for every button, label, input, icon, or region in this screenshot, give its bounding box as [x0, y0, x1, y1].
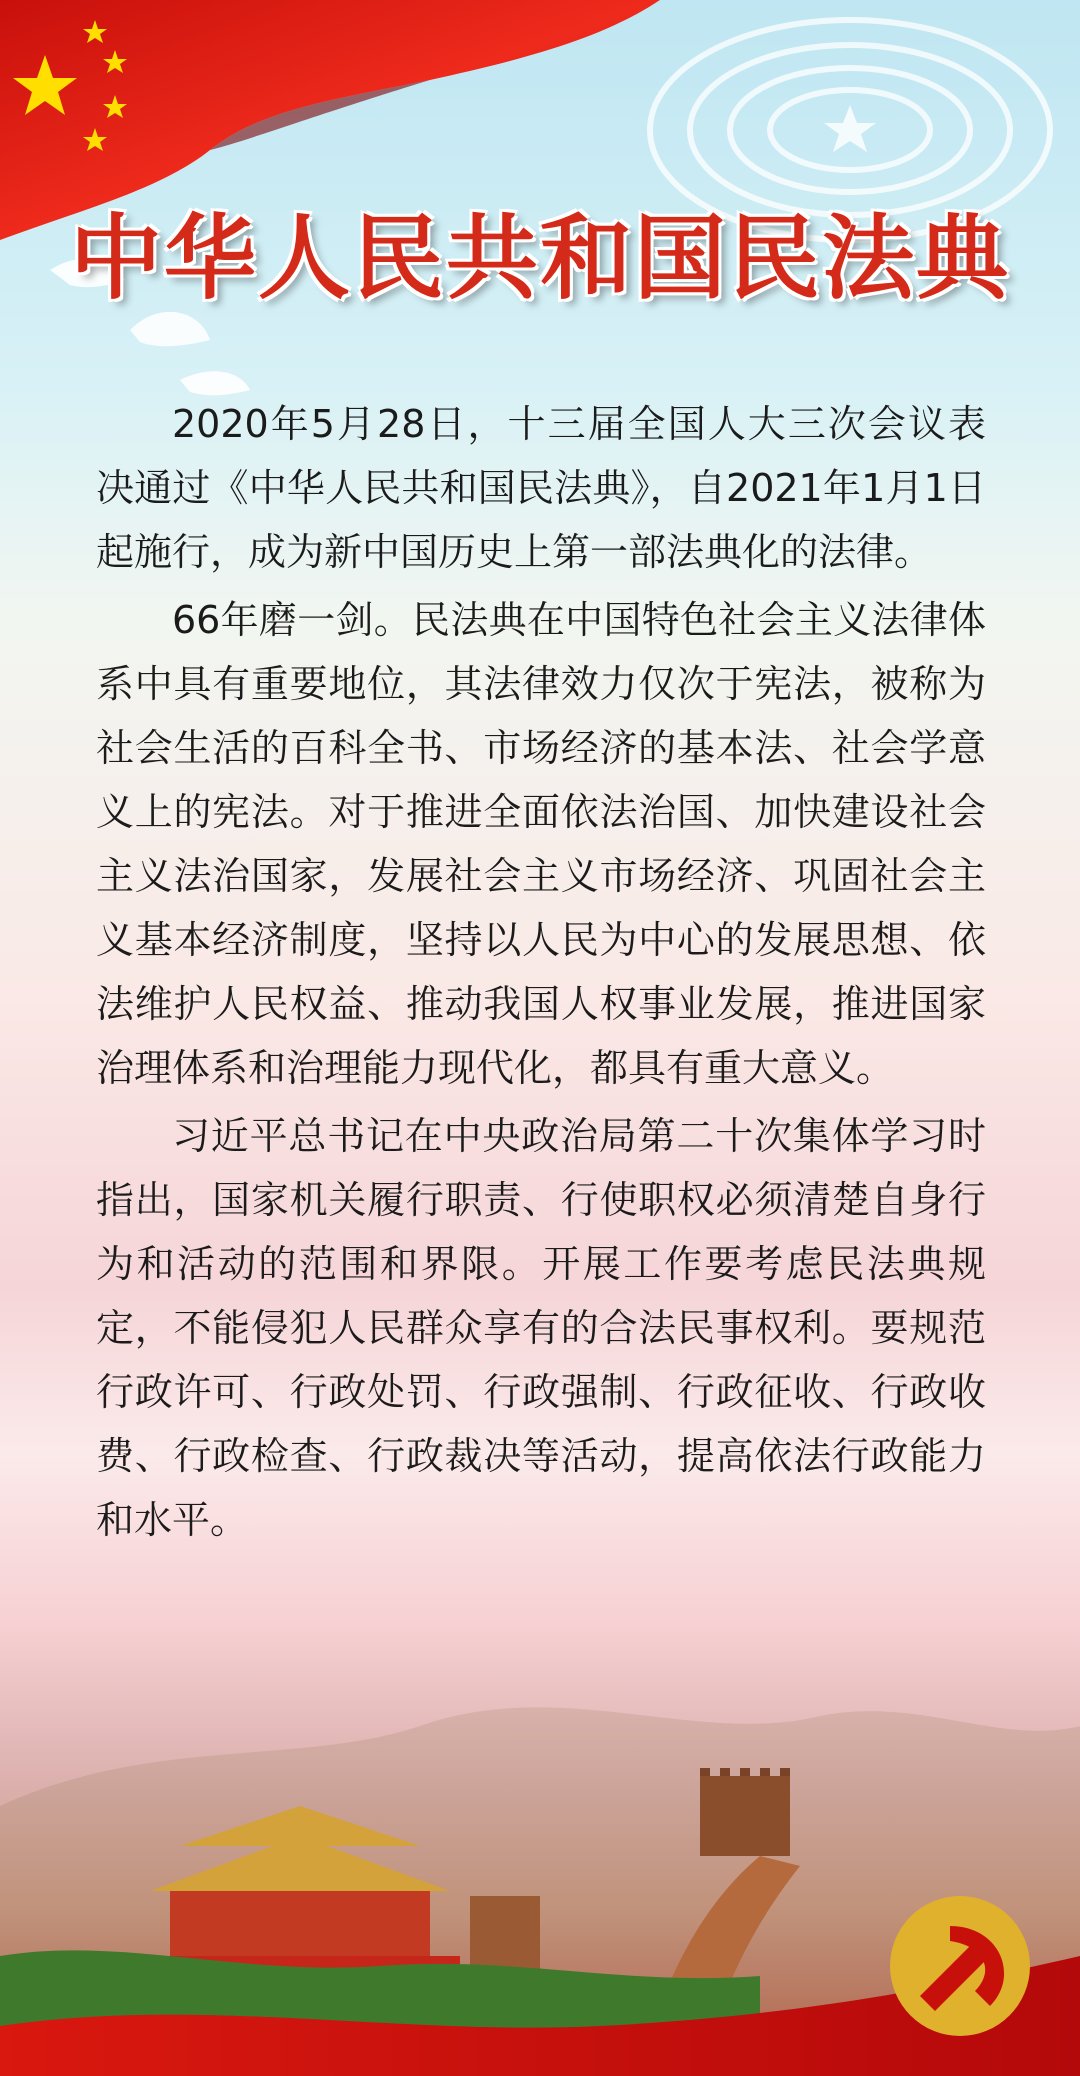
paragraph: 66年磨一剑。民法典在中国特色社会主义法律体系中具有重要地位，其法律效力仅次于宪法，被称为社会生活的百科全书、市场经济的基本法、社会学意义上的宪法。对于推进全面依法治国、加快建设社会主义法治国家，发展社会主义市场经济、巩固社会主义基本经济制度，坚持以人民为中心的发展思想、依法维护人民权益、推动我国人权事业发展，推进国家治理体系和治理能力现代化，都具有重大意义。 — [96, 598, 986, 1090]
party-emblem-icon — [890, 1896, 1030, 2036]
paragraph: 2020年5月28日，十三届全国人大三次会议表决通过《中华人民共和国民法典》，自2021年1月1日起施行，成为新中国历史上第一部法典化的法律。 — [96, 402, 986, 574]
article-body — [96, 392, 986, 1556]
landmark-scenery — [0, 1656, 1080, 2076]
page-title: 中华人民共和国民法典 — [69, 205, 1010, 312]
paragraph: 习近平总书记在中央政治局第二十次集体学习时指出，国家机关履行职责、行使职权必须清楚自身行为和活动的范围和界限。开展工作要考虑民法典规定，不能侵犯人民群众享有的合法民事权利。要规范行政许可、行政处罚、行政强制、行政征收、行政收费、行政检查、行政裁决等活动，提高依法行政能力和水平。 — [96, 1114, 986, 1542]
